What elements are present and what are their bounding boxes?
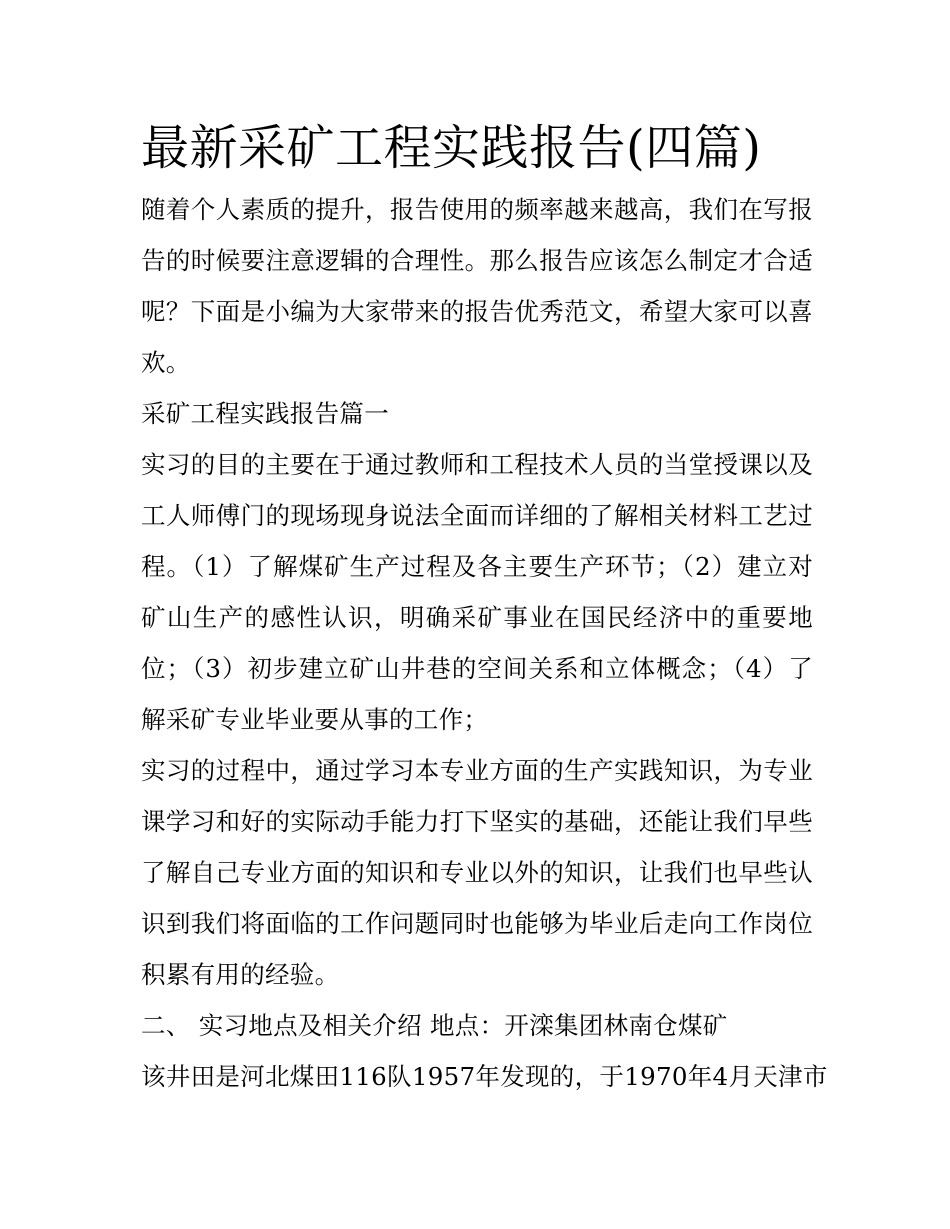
intro-paragraph: 随着个人素质的提升，报告使用的频率越来越高，我们在写报告的时候要注意逻辑的合理性。那么报告应该怎么制定才合适呢？下面是小编为大家带来的报告优秀范文，希望大家可以喜欢。 — [141, 195, 813, 377]
location-paragraph: 二、 实习地点及相关介绍 地点：开滦集团林南仓煤矿 — [141, 1011, 728, 1040]
process-paragraph: 实习的过程中，通过学习本专业方面的生产实践知识，为专业课学习和好的实际动手能力打下坚实的基础，还能让我们早些了解自己专业方面的知识和专业以外的知识，让我们也早些认识到我们将面临的工作问题同时也能够为毕业后走向工作岗位积累有用的经验。 — [141, 756, 813, 989]
purpose-paragraph: 实习的目的主要在于通过教师和工程技术人员的当堂授课以及工人师傅门的现场现身说法全面而详细的了解相关材料工艺过程。（1）了解煤矿生产过程及各主要生产环节；（2）建立对矿山生产的感性认识，明确采矿事业在国民经济中的重要地位；（3）初步建立矿山井巷的空间关系和立体概念；（4）了解采矿专业毕业要从事的工作； — [141, 450, 813, 734]
document-title: 最新采矿工程实践报告(四篇) — [141, 120, 762, 176]
document-body — [141, 112, 828, 1102]
mine-field-paragraph: 该井田是河北煤田116队1957年发现的，于1970年4月天津市 — [141, 1062, 828, 1091]
section-heading: 采矿工程实践报告篇一 — [141, 399, 389, 428]
